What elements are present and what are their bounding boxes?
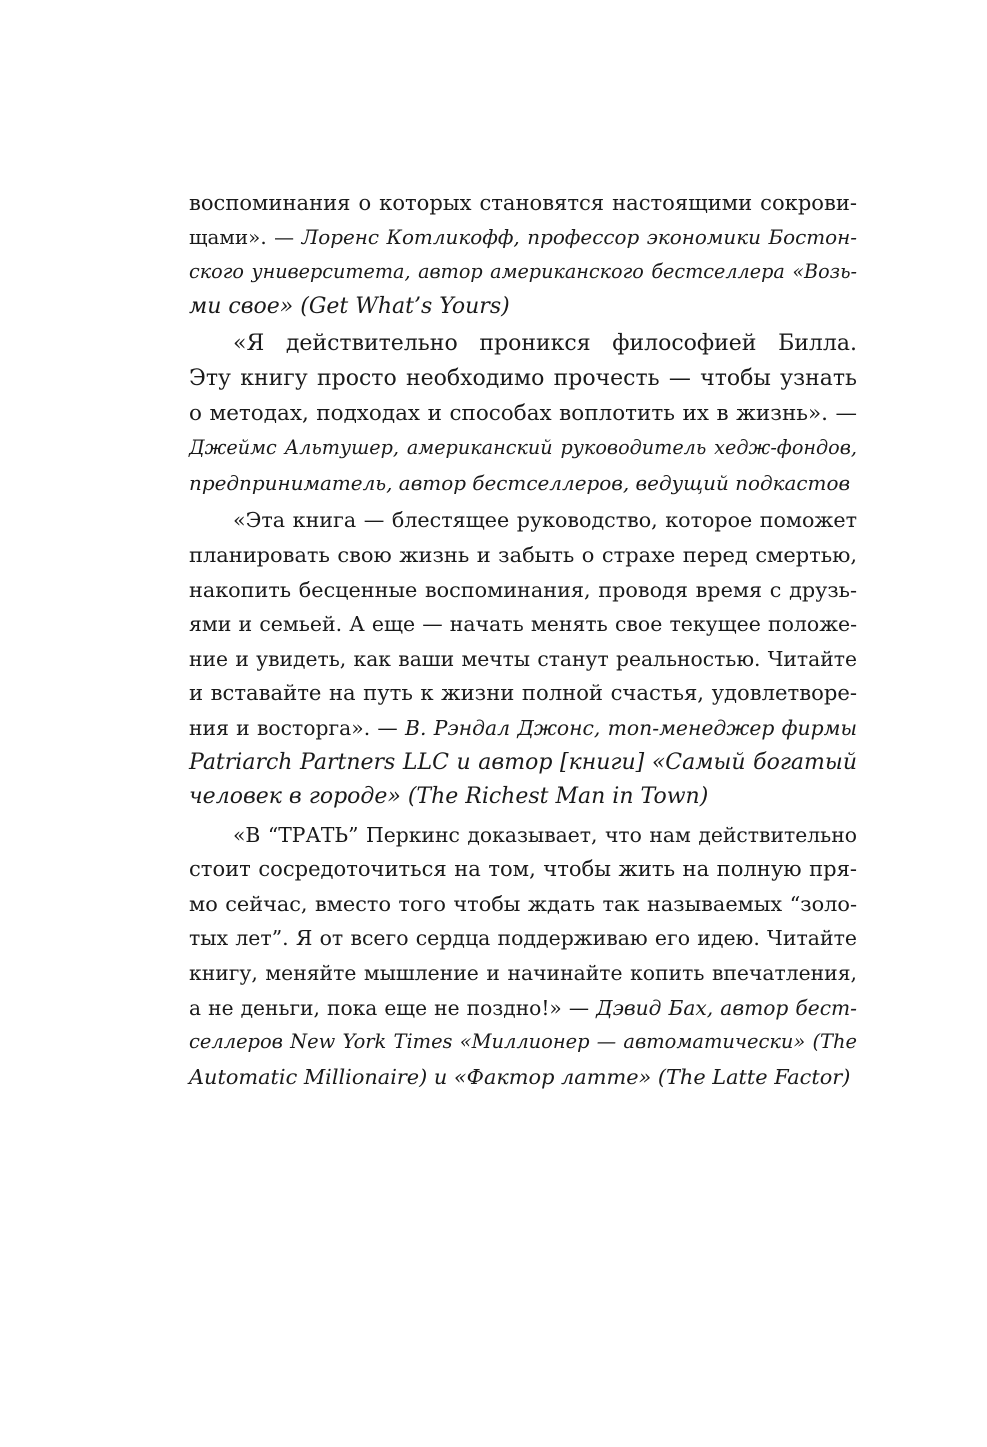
attribution-text: Patriarch Partners LLC и автор [книги] «Самый богатый (189, 749, 857, 775)
text-line (189, 362, 857, 397)
text-run: о методах, подходах и способах воплотить их в жизнь». — (189, 400, 857, 426)
text-line (189, 818, 857, 853)
text-run: «Я действительно проникся философией Билла. (233, 331, 857, 357)
text-run: щами». — (189, 225, 302, 249)
text-run: «Эта книга — блестящее руководство, которое поможет (233, 508, 857, 533)
attribution-text: селлеров New York Times «Миллионер — автоматически» (The (189, 1030, 857, 1054)
text-line (189, 466, 857, 501)
quote-paragraph (189, 818, 857, 1095)
attribution-text: человек в городе» (The Richest Man in Town) (189, 784, 709, 810)
attribution-text: Лоренс Котликофф, профессор экономики Бостон- (301, 225, 857, 249)
quote-paragraph (189, 327, 857, 500)
book-page-text (189, 186, 857, 1094)
text-line (189, 746, 857, 781)
text-run: и вставайте на путь к жизни полной счастья, удовлетворе- (189, 680, 857, 706)
text-line (189, 538, 857, 573)
text-line (189, 255, 857, 290)
text-line (189, 503, 857, 538)
quote-paragraph (189, 186, 857, 324)
text-run: воспоминания о которых становятся настоящими сокрови- (189, 190, 857, 215)
text-line (189, 1060, 857, 1095)
text-run: ями и семьей. А еще — начать менять свое текущее положе- (189, 612, 857, 637)
text-run: Эту книгу просто необходимо прочесть — чтобы узнать (189, 365, 857, 391)
text-line (189, 327, 857, 362)
text-line (189, 1025, 857, 1060)
text-run: стоит сосредоточиться на том, чтобы жить на полную пря- (189, 856, 857, 882)
attribution-text: Джеймс Альтушер, американский руководитель хедж-фондов, (189, 436, 857, 460)
text-line (189, 991, 857, 1026)
text-run: книгу, меняйте мышление и начинайте копить впечатления, (189, 961, 857, 986)
text-run: планировать свою жизнь и забыть о страхе перед смертью, (189, 542, 857, 567)
attribution-text: В. Рэндал Джонс, топ-менеджер фирмы (405, 715, 857, 740)
text-run: тых лет”. Я от всего сердца поддерживаю его идею. Читайте (189, 926, 857, 951)
text-line (189, 397, 857, 432)
attribution-text: Дэвид Бах, автор бест- (596, 995, 857, 1020)
text-run: ние и увидеть, как ваши мечты станут реальностью. Читайте (189, 646, 857, 671)
text-run: «В “ТРАТЬ” Перкинс доказывает, что нам действительно (233, 822, 857, 847)
text-line (189, 431, 857, 466)
attribution-text: Automatic Millionaire) и «Фактор латте» (The Latte Factor) (189, 1064, 851, 1089)
text-line (189, 607, 857, 642)
text-line (189, 852, 857, 887)
quote-paragraph (189, 503, 857, 814)
text-line (189, 186, 857, 221)
text-line (189, 221, 857, 256)
text-run: а не деньги, пока еще не поздно!» — (189, 995, 597, 1020)
text-run: мо сейчас, вместо того чтобы ждать так называемых “золо- (189, 891, 857, 916)
text-line (189, 573, 857, 608)
attribution-text: ми свое» (Get What’s Yours) (189, 293, 510, 319)
text-line (189, 921, 857, 956)
attribution-text: предприниматель, автор бестселлеров, ведущий подкастов (189, 470, 851, 495)
text-run: ния и восторга». — (189, 715, 406, 740)
text-run: накопить бесценные воспоминания, проводя время с друзь- (189, 577, 857, 602)
attribution-text: ского университета, автор американского бестселлера «Возь- (189, 260, 857, 284)
text-line (189, 887, 857, 922)
text-line (189, 290, 857, 325)
text-line (189, 780, 857, 815)
text-line (189, 956, 857, 991)
text-line (189, 711, 857, 746)
text-line (189, 642, 857, 677)
text-line (189, 676, 857, 711)
